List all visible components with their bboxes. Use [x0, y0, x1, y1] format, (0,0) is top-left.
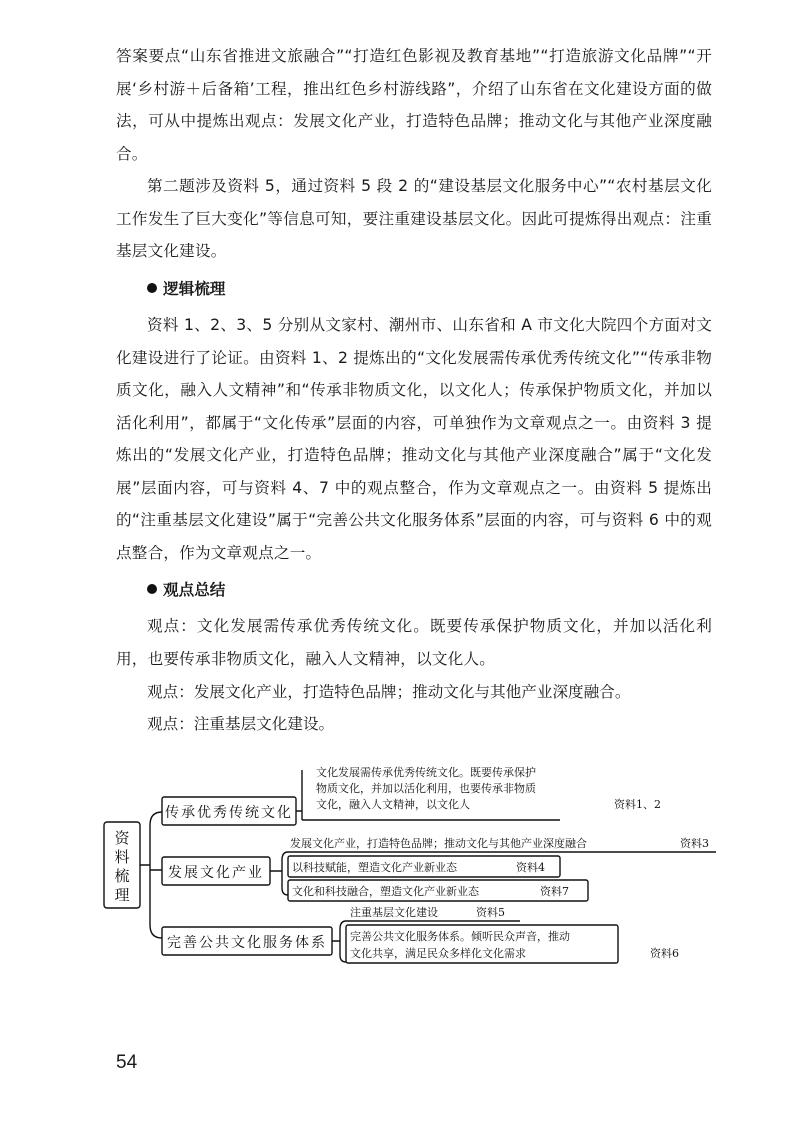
bullet-dot-icon — [147, 584, 157, 594]
mindmap-item6-box — [346, 925, 618, 963]
heading-logic-label: 逻辑梳理 — [163, 280, 226, 298]
mindmap-ref-4: 资料4 — [516, 861, 545, 874]
mindmap-ref-7: 资料7 — [540, 885, 569, 898]
mindmap-root-box — [104, 822, 140, 908]
point-2: 观点：发展文化产业，打造特色品牌；推动文化与其他产业深度融合。 — [147, 683, 631, 701]
paragraph-2: 第二题涉及资料 5，通过资料 5 段 2 的“建设基层文化服务中心”“农村基层文化工作发生了巨大变化”等信息可知，要注重建设基层文化。因此可提炼得出观点：注重基层文化建设。 — [116, 177, 712, 260]
mindmap-detail6-line: 文化共享，满足民众多样化文化需求 — [350, 947, 526, 960]
mindmap-root-char: 资 — [114, 829, 130, 847]
mindmap-root-char: 梳 — [114, 867, 130, 885]
paragraph-3: 资料 1、2、3、5 分别从文家村、潮州市、山东省和 A 市文化大院四个方面对文化建设进行了论证。由资料 1、2 提炼出的“文化发展需传承优秀传统文化”“传承非物质文化，融入人文精神”和“传承非物质文化，以文化人；传承保护物质文化，并加以活化利用”，都属于“文化传承”层面的内容，可单独作为文章观点之一。由资料 3 提炼出的“发展文化产业，打造特色品牌；推动文化与其他产业深度融合”属于“文化发展”层面内容，可与资料 4、7 中的观点整合，作为文章观点之一。由资料 5 提炼出的“注重基层文化建设”属于“完善公共文化服务体系”层面的内容，可与资料 6 中的观点整合，作为文章观点之一。 — [116, 316, 712, 562]
mindmap-ref-5: 资料5 — [476, 906, 505, 919]
page-number: 54 — [116, 1052, 138, 1073]
heading-summary — [147, 578, 225, 602]
mindmap-item3-text: 发展文化产业，打造特色品牌；推动文化与其他产业深度融合 — [290, 837, 587, 850]
mindmap-trunk-line — [140, 812, 162, 938]
mindmap-ref-3: 资料3 — [680, 837, 709, 850]
heading-summary-label: 观点总结 — [163, 581, 226, 599]
mindmap-item7-box — [288, 880, 588, 901]
paragraph-1: 答案要点“山东省推进文旅融合”“打造红色影视及教育基地”“打造旅游文化品牌”“开展‘乡村游＋后备箱’工程，推出红色乡村游线路”，介绍了山东省在文化建设方面的做法，可从中提炼出观点：发展文化产业，打造特色品牌；推动文化与其他产业深度融合。 — [116, 47, 712, 163]
mindmap-detail1-line: 文化，融入人文精神，以文化人 — [316, 798, 470, 811]
mindmap-detail1-line: 文化发展需传承优秀传统文化。既要传承保护 — [316, 766, 536, 779]
paragraph-4: 观点：文化发展需传承优秀传统文化。既要传承保护物质文化，并加以活化利用，也要传承非物质文化，融入人文精神，以文化人。 — [116, 617, 712, 668]
heading-logic — [147, 277, 225, 301]
mindmap-item4-text: 以科技赋能，塑造文化产业新业态 — [292, 861, 457, 874]
mindmap-branch1-line — [296, 770, 302, 820]
mindmap-item7-text: 文化和科技融合，塑造文化产业新业态 — [292, 885, 479, 898]
mindmap-branch3-box — [162, 927, 332, 955]
mindmap-detail1-line: 物质文化，并加以活化利用，也要传承非物质 — [316, 782, 536, 795]
point-3: 观点：注重基层文化建设。 — [147, 715, 335, 733]
mindmap-branch3-line — [332, 921, 346, 962]
mindmap-item5-text: 注重基层文化建设 — [350, 906, 438, 919]
mindmap-branch2-box — [162, 857, 270, 885]
mindmap-branch1-box — [162, 797, 296, 825]
mindmap-branch2-line — [270, 852, 288, 895]
mindmap-branch2-label: 发展文化产业 — [168, 865, 264, 881]
mindmap-ref-6: 资料6 — [650, 947, 679, 960]
mindmap-ref-1-2: 资料1、2 — [614, 798, 661, 811]
mindmap-root-char: 理 — [114, 886, 130, 904]
bullet-dot-icon — [147, 283, 157, 293]
mindmap-root-char: 料 — [114, 848, 130, 866]
mindmap-detail6-line: 完善公共文化服务体系。倾听民众声音，推动 — [350, 930, 570, 943]
mindmap-branch3-label: 完善公共文化服务体系 — [167, 935, 327, 951]
mindmap-item4-box — [288, 856, 560, 877]
mindmap-branch1-label: 传承优秀传统文化 — [165, 805, 293, 821]
